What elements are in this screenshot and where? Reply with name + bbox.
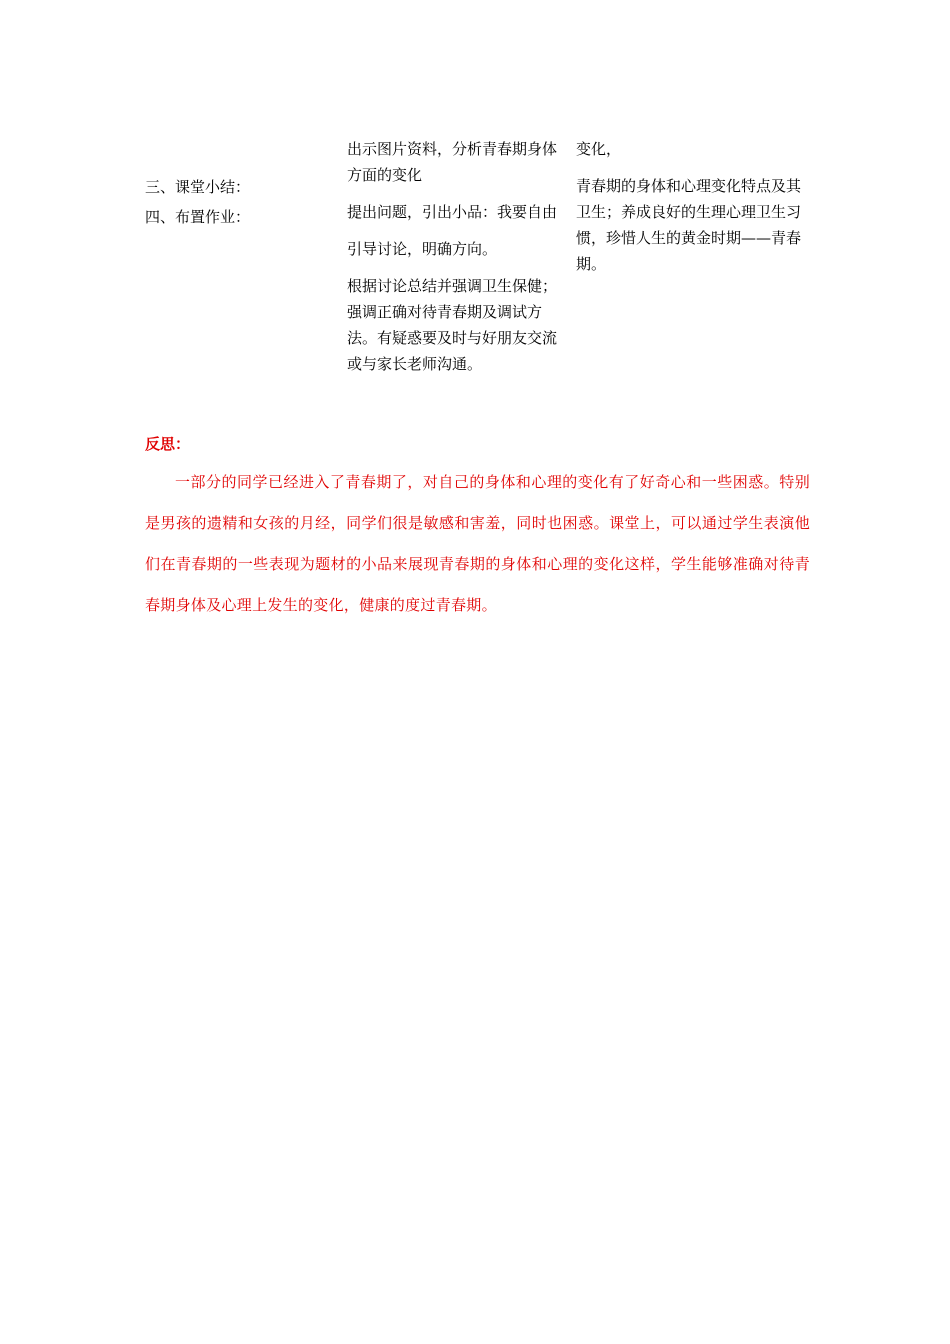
step-homework: 四、布置作业：	[145, 208, 251, 226]
student-activity-column	[576, 136, 806, 288]
reflection-title: 反思：	[145, 435, 191, 453]
student-paragraph: 变化，	[576, 140, 622, 158]
reflection-section	[145, 432, 810, 626]
lesson-steps-column	[145, 174, 325, 234]
activity-paragraph: 提出问题，引出小品：我要自由	[347, 203, 558, 221]
reflection-body: 一部分的同学已经进入了青春期了，对自己的身体和心理的变化有了好奇心和一些困惑。特别是男孩的遗精和女孩的月经，同学们很是敏感和害羞，同时也困惑。课堂上，可以通过学生表演他们在青春期的一些表现为题材的小品来展现青春期的身体和心理的变化这样，学生能够准确对待青春期身体及心理上发生的变化，健康的度过青春期。	[145, 473, 810, 614]
student-paragraph: 青春期的身体和心理变化特点及其卫生；养成良好的生理心理卫生习惯，珍惜人生的黄金时期——青春期。	[576, 177, 802, 273]
activity-paragraph: 出示图片资料，分析青春期身体方面的变化	[347, 140, 558, 184]
activity-paragraph: 引导讨论，明确方向。	[347, 240, 498, 258]
teacher-activity-column	[347, 136, 569, 388]
activity-paragraph: 根据讨论总结并强调卫生保健；强调正确对待青春期及调试方法。有疑惑要及时与好朋友交流或与家长老师沟通。	[347, 277, 558, 373]
step-summary: 三、课堂小结：	[145, 178, 251, 196]
